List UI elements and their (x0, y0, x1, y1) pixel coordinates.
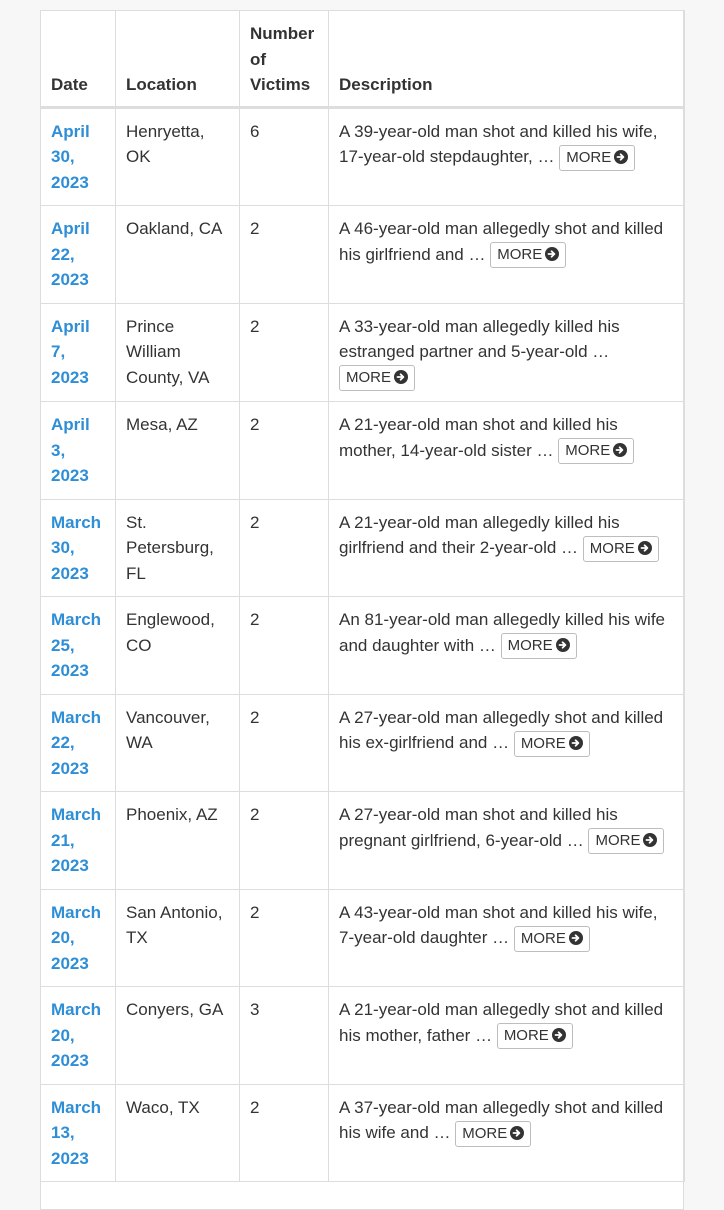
arrow-right-circle-icon (638, 541, 652, 555)
table-row (41, 402, 685, 500)
description-text: A 33-year-old man allegedly killed his estranged partner and 5-year-old … (339, 316, 620, 361)
description-text: A 21-year-old man allegedly shot and killed his mother, father … (339, 1000, 664, 1045)
description-text: A 21-year-old man shot and killed his mother, 14-year-old sister … (339, 415, 618, 460)
victims-cell: 2 (240, 499, 329, 597)
arrow-right-circle-icon (613, 443, 627, 457)
more-label: MORE (346, 369, 391, 387)
arrow-right-circle-icon (394, 370, 408, 384)
description-cell (329, 499, 685, 597)
date-cell (41, 987, 116, 1085)
more-label: MORE (595, 832, 641, 850)
more-label: MORE (503, 1027, 549, 1045)
date-cell (41, 889, 116, 987)
description-text: A 21-year-old man allegedly killed his girlfriend and their 2-year-old … (339, 512, 620, 558)
description-cell (329, 206, 685, 304)
more-label: MORE (507, 637, 553, 655)
table-row (41, 889, 685, 987)
more-label: MORE (566, 148, 612, 166)
more-button[interactable] (559, 145, 635, 171)
location-cell: Phoenix, AZ (116, 792, 240, 890)
victims-cell: 2 (240, 303, 329, 402)
description-cell (329, 694, 685, 792)
header-victims[interactable]: Number of Victims (240, 11, 329, 108)
more-label: MORE (497, 246, 543, 264)
date-cell (41, 1084, 116, 1182)
table-row (41, 206, 685, 304)
date-link[interactable]: April 30, 2023 (51, 121, 90, 192)
table-row (41, 499, 685, 597)
more-label: MORE (520, 929, 566, 947)
arrow-right-circle-icon (614, 150, 628, 164)
victims-cell: 2 (240, 792, 329, 890)
description-cell (329, 107, 685, 206)
location-cell: Vancouver, WA (116, 694, 240, 792)
header-location[interactable]: Location (116, 11, 240, 108)
more-button[interactable] (588, 828, 664, 854)
description-cell (329, 792, 685, 890)
victims-cell: 6 (240, 107, 329, 206)
location-cell: Henryetta, OK (116, 107, 240, 206)
date-cell (41, 597, 116, 695)
date-cell (41, 303, 116, 402)
arrow-right-circle-icon (643, 833, 657, 847)
location-cell: Oakland, CA (116, 206, 240, 304)
description-cell (329, 1084, 685, 1182)
description-text: A 37-year-old man allegedly shot and killed his wife and … (339, 1097, 664, 1143)
arrow-right-circle-icon (510, 1126, 524, 1140)
more-button[interactable] (455, 1121, 531, 1147)
location-cell: St. Petersburg, FL (116, 499, 240, 597)
date-link[interactable]: April 7, 2023 (51, 316, 90, 387)
table-row (41, 597, 685, 695)
more-button[interactable] (558, 438, 634, 464)
description-cell (329, 889, 685, 987)
description-text: A 43-year-old man shot and killed his wife, 7-year-old daughter … (339, 902, 658, 948)
date-cell (41, 402, 116, 500)
location-cell: Englewood, CO (116, 597, 240, 695)
victims-cell: 2 (240, 889, 329, 987)
description-cell (329, 303, 685, 402)
description-text: A 39-year-old man shot and killed his wife, 17-year-old stepdaughter, … (339, 121, 658, 166)
table-row (41, 694, 685, 792)
more-label: MORE (462, 1124, 508, 1142)
location-cell: Prince William County, VA (116, 303, 240, 402)
more-button[interactable] (514, 731, 590, 757)
date-cell (41, 499, 116, 597)
table-row (41, 987, 685, 1085)
more-button[interactable] (514, 926, 590, 952)
location-cell: Waco, TX (116, 1084, 240, 1182)
more-button[interactable] (339, 365, 415, 391)
more-label: MORE (589, 539, 635, 557)
more-button[interactable] (497, 1023, 573, 1049)
date-link[interactable]: March 25, 2023 (51, 610, 102, 681)
description-cell (329, 402, 685, 500)
date-link[interactable]: March 21, 2023 (51, 805, 102, 876)
more-label: MORE (565, 442, 611, 460)
victims-cell: 2 (240, 597, 329, 695)
table-container (40, 10, 684, 1210)
table-row (41, 107, 685, 206)
date-link[interactable]: March 22, 2023 (51, 707, 102, 778)
more-button[interactable] (583, 536, 659, 562)
date-link[interactable]: March 13, 2023 (51, 1097, 102, 1168)
arrow-right-circle-icon (552, 1028, 566, 1042)
date-link[interactable]: April 22, 2023 (51, 219, 90, 289)
header-date[interactable]: Date (41, 11, 116, 108)
location-cell: Conyers, GA (116, 987, 240, 1085)
date-cell (41, 107, 116, 206)
victims-cell: 3 (240, 987, 329, 1085)
table-row (41, 303, 685, 402)
victims-cell: 2 (240, 402, 329, 500)
date-cell (41, 206, 116, 304)
description-text: A 27-year-old man allegedly shot and killed his ex-girlfriend and … (339, 707, 664, 753)
description-text: A 46-year-old man allegedly shot and killed his girlfriend and … (339, 219, 664, 264)
more-label: MORE (520, 734, 566, 752)
arrow-right-circle-icon (545, 247, 559, 261)
description-text: An 81-year-old man allegedly killed his wife and daughter with … (339, 610, 665, 655)
more-button[interactable] (501, 633, 577, 659)
victims-cell: 2 (240, 1084, 329, 1182)
description-text: A 27-year-old man shot and killed his pregnant girlfriend, 6-year-old … (339, 805, 618, 850)
arrow-right-circle-icon (569, 736, 583, 750)
date-cell (41, 792, 116, 890)
description-cell (329, 987, 685, 1085)
arrow-right-circle-icon (569, 931, 583, 945)
location-cell: San Antonio, TX (116, 889, 240, 987)
victims-table (40, 10, 685, 1182)
header-description[interactable]: Description (329, 11, 685, 108)
arrow-right-circle-icon (556, 638, 570, 652)
victims-cell: 2 (240, 206, 329, 304)
date-link[interactable]: March 20, 2023 (51, 1000, 102, 1071)
date-link[interactable]: March 30, 2023 (51, 512, 102, 583)
victims-cell: 2 (240, 694, 329, 792)
location-cell: Mesa, AZ (116, 402, 240, 500)
date-link[interactable]: April 3, 2023 (51, 415, 90, 486)
description-cell (329, 597, 685, 695)
date-link[interactable]: March 20, 2023 (51, 902, 102, 973)
table-header-row (41, 11, 685, 108)
table-row (41, 792, 685, 890)
date-cell (41, 694, 116, 792)
more-button[interactable] (490, 242, 566, 268)
table-row (41, 1084, 685, 1182)
